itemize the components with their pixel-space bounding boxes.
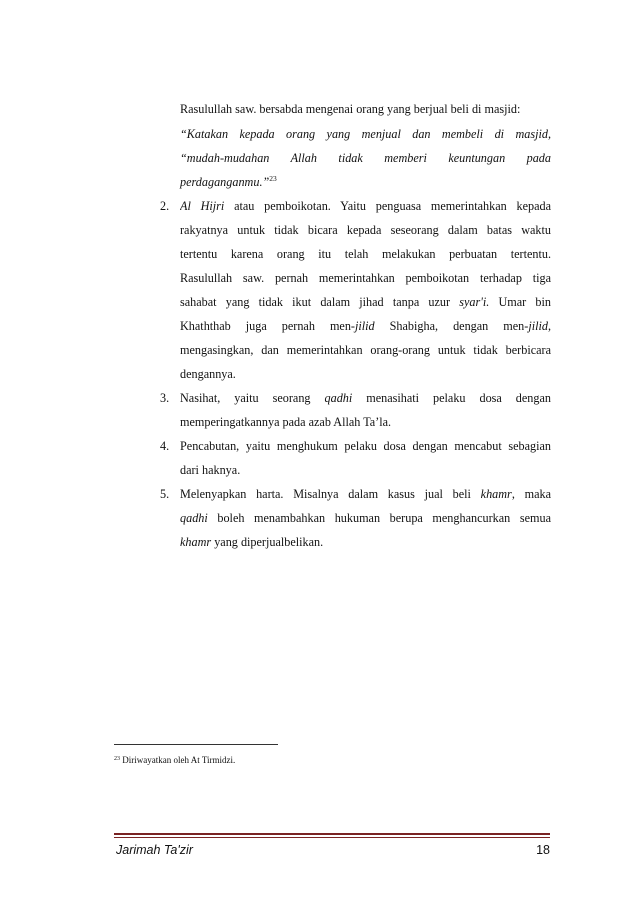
item-2-line-4: Rasulullah saw. pernah memerintahkan pemboikotan terhadap tiga xyxy=(180,271,551,285)
footnote-number: 23 xyxy=(114,756,120,762)
intro-line-2: “Katakan kepada orang yang menjual dan membeli di masjid, xyxy=(180,127,551,141)
term-khamr: khamr xyxy=(180,535,212,549)
intro-line-4 xyxy=(180,175,277,189)
intro-line-1: Rasulullah saw. bersabda mengenai orang yang berjual beli di masjid: xyxy=(180,102,521,116)
list-number-5: 5. xyxy=(160,487,170,501)
item-2-line-6 xyxy=(180,319,551,333)
item-3-text: Nasihat, yaitu seorang xyxy=(180,391,325,405)
item-2-line-3: tertentu karena orang itu telah melakukan perbuatan tertentu. xyxy=(180,247,551,261)
footnote-separator xyxy=(114,744,278,745)
item-2-line-8: dengannya. xyxy=(180,367,236,381)
term-jilid: jilid xyxy=(355,319,375,333)
item-5-text: , maka xyxy=(511,487,551,501)
item-2-text: Umar bin xyxy=(489,295,551,309)
item-4-line-2: dari haknya. xyxy=(180,463,241,477)
intro-quote-end: perdaganganmu.” xyxy=(180,175,270,189)
item-2-line-7: mengasingkan, dan memerintahkan orang-orang untuk tidak berbicara xyxy=(180,343,551,357)
list-number-2: 2. xyxy=(160,199,170,213)
item-3-line-1 xyxy=(180,391,551,405)
item-4-line-1: Pencabutan, yaitu menghukum pelaku dosa dengan mencabut sebagian xyxy=(180,439,551,453)
term-al-hijri: Al Hijri xyxy=(180,199,225,213)
item-3-text: menasihati pelaku dosa dengan xyxy=(352,391,551,405)
item-2-line-1 xyxy=(180,199,551,213)
page-number: 18 xyxy=(536,843,550,857)
list-number-3: 3. xyxy=(160,391,170,405)
item-5-text: yang diperjualbelikan. xyxy=(211,535,324,549)
term-qadhi: qadhi xyxy=(180,511,208,525)
item-2-line-5 xyxy=(180,295,551,309)
item-3-line-2: memperingatkannya pada azab Allah Ta’la. xyxy=(180,415,392,429)
term-qadhi: qadhi xyxy=(324,391,353,405)
term-jilid: jilid xyxy=(528,319,548,333)
footer-rule-thick xyxy=(114,833,550,835)
item-5-line-3 xyxy=(180,535,323,549)
item-2-text: sahabat yang tidak ikut dalam jihad tanpa uzur xyxy=(180,295,460,309)
item-5-line-2 xyxy=(180,511,551,525)
term-khamr: khamr xyxy=(480,487,512,501)
footer-rule-thin xyxy=(114,837,550,838)
item-5-text: Melenyapkan harta. Misalnya dalam kasus jual beli xyxy=(180,487,481,501)
footer-title: Jarimah Ta'zir xyxy=(116,843,193,857)
footnote-ref: 23 xyxy=(269,174,277,183)
item-5-text: boleh menambahkan hukuman berupa menghancurkan semua xyxy=(207,511,551,525)
item-2-line-2: rakyatnya untuk tidak bicara kepada seseorang dalam batas waktu xyxy=(180,223,551,237)
footnote xyxy=(114,755,235,766)
intro-line-3: “mudah-mudahan Allah tidak memberi keuntungan pada xyxy=(180,151,551,165)
list-number-4: 4. xyxy=(160,439,170,453)
item-2-text: , xyxy=(547,319,551,333)
footnote-text: Diriwayatkan oleh At Tirmidzi. xyxy=(122,755,236,765)
item-2-text: atau pemboikotan. Yaitu penguasa memerintahkan kepada xyxy=(224,199,551,213)
term-syari: syar'i. xyxy=(459,295,490,309)
item-5-line-1 xyxy=(180,487,551,501)
item-2-text: Khaththab juga pernah men- xyxy=(180,319,355,333)
item-2-text: Shabigha, dengan men- xyxy=(374,319,529,333)
